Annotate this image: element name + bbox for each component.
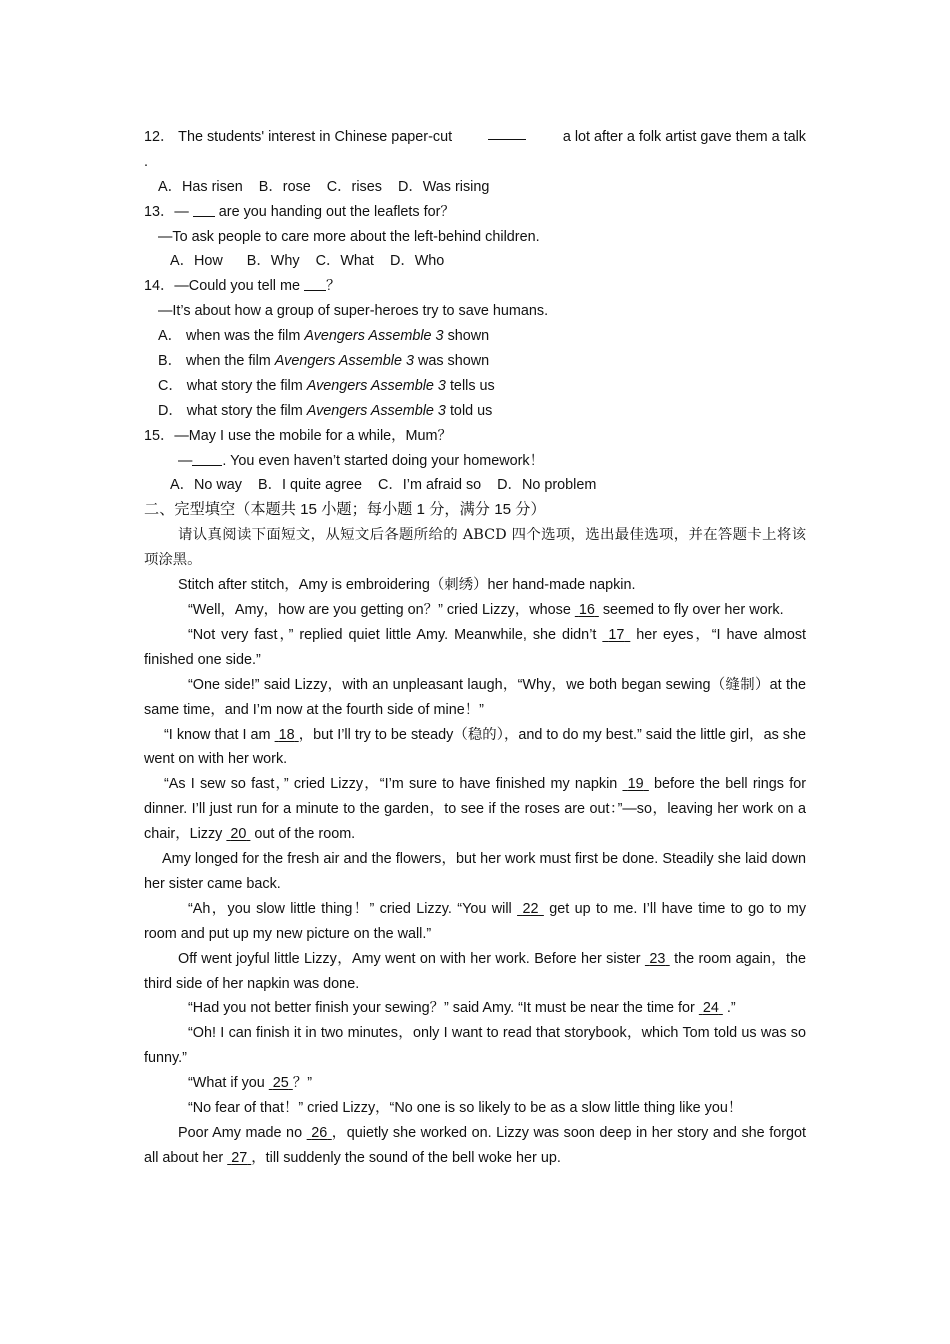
passage-paragraph-2: “Well，Amy，how are you getting on？” cried Lizzy，whose 16 seemed to fly over her work. [188, 601, 784, 618]
passage-paragraph-12: “What if you 25 ？” [188, 1075, 312, 1092]
q14-option-b[interactable]: B． when the film Avengers Assemble 3 was shown [158, 353, 490, 370]
q14-stem-end: ？ [325, 278, 341, 295]
q14-option-c[interactable]: C． what story the film Avengers Assemble 3 tells us [158, 377, 495, 394]
blank-25[interactable]: 25 [272, 1075, 289, 1092]
q13-option-d[interactable]: D．Who [389, 253, 445, 270]
q14-blank[interactable] [304, 276, 326, 291]
passage-paragraph-1: Stitch after stitch，Amy is embroidering（刺绣）her hand-made napkin. [178, 577, 636, 594]
q13-option-a[interactable]: A．How [170, 253, 223, 270]
q13-options [144, 249, 806, 274]
q12-option-c[interactable]: C．rises [326, 178, 382, 195]
blank-24[interactable]: 24 [702, 1000, 719, 1017]
blank-18[interactable]: 18 [278, 726, 295, 743]
q12-stem [144, 125, 806, 150]
passage-paragraph-8: “Ah，you slow little thing！” cried Lizzy. “You will 22 get up to me. I’ll have time to go to my room and put up my new picture on the wall.” [144, 900, 807, 942]
passage-paragraph-5: “I know that I am 18 ，but I’ll try to be steady（稳的），and to do my best.” said the little girl，as she went on with her work. [144, 726, 807, 768]
q12-blank[interactable] [488, 125, 526, 140]
blank-17[interactable]: 17 [608, 626, 625, 643]
blank-19[interactable]: 19 [627, 776, 644, 793]
passage-paragraph-10: “Had you not better finish your sewing？” said Amy. “It must be near the time for 24 .” [188, 1000, 736, 1017]
passage-paragraph-3: “Not very fast，” replied quiet little Amy. Meanwhile, she didn’t 17 her eyes，“I have almost finished one side.” [144, 626, 807, 668]
q12-option-d[interactable]: D．Was rising [397, 178, 490, 195]
blank-16[interactable]: 16 [578, 601, 595, 618]
q15-answer: — . You even haven’t started doing your homework！ [178, 452, 544, 469]
passage-paragraph-4: “One side!” said Lizzy，with an unpleasant laugh，“Why，we both began sewing（缝制）at the same time，and I’m now at the fourth side of mine！” [144, 676, 806, 718]
section-instruction: 请认真阅读下面短文，从短文后各题所给的 ABCD 四个选项，选出最佳选项，并在答题卡上将该项涂黑。 [144, 527, 806, 569]
blank-22[interactable]: 22 [522, 900, 539, 917]
blank-20[interactable]: 20 [230, 826, 247, 843]
passage-paragraph-13: “No fear of that！” cried Lizzy，“No one is so likely to be as a slow little thing like you！ [188, 1100, 743, 1117]
q14-option-a[interactable]: A． when was the film Avengers Assemble 3 shown [158, 328, 490, 345]
q12-number: 12． [144, 129, 175, 145]
exam-page [144, 125, 806, 1171]
film-title: Avengers Assemble 3 [274, 353, 414, 370]
section-heading: 二、完型填空（本题共 15 小题；每小题 1 分，满分 15 分） [144, 501, 546, 519]
passage-paragraph-7: Amy longed for the fresh air and the flowers，but her work must first be done. Steadily she laid down her sister came back. [144, 851, 806, 892]
q13-option-b[interactable]: B．Why [246, 253, 300, 270]
q13-answer: —To ask people to care more about the left-behind children. [158, 228, 540, 245]
film-title: Avengers Assemble 3 [304, 328, 444, 345]
blank-23[interactable]: 23 [649, 950, 666, 967]
q12-options [144, 175, 806, 200]
passage-paragraph-6: “As I sew so fast，” cried Lizzy，“I’m sure to have finished my napkin 19 before the bell rings for dinner. I’ll just run for a minute to the garden，to see if the roses are out：”—so，leaving her work on a chair，Lizzy 20 out of the room. [144, 776, 806, 843]
blank-26[interactable]: 26 [311, 1125, 328, 1141]
passage-paragraph-11: “Oh! I can finish it in two minutes，only I want to read that storybook，which Tom told us was so funny.” [144, 1025, 806, 1067]
q13-number: 13．— [144, 203, 189, 220]
q13-blank[interactable] [193, 202, 215, 217]
q14-answer: —It’s about how a group of super-heroes try to save humans. [158, 303, 549, 320]
q15-stem-text: —May I use the mobile for a while，Mum？ [174, 427, 452, 444]
q12-option-b[interactable]: B．rose [258, 178, 311, 195]
q15-option-a[interactable]: A．No way [170, 477, 242, 494]
q12-stem-text-2: a lot after a folk artist gave them a talk [562, 129, 806, 145]
passage-paragraph-9: Off went joyful little Lizzy，Amy went on with her work. Before her sister 23 the room again，the third side of her napkin was done. [144, 950, 807, 992]
film-title: Avengers Assemble 3 [306, 377, 446, 394]
q15-blank[interactable] [192, 451, 222, 466]
q13-stem [144, 200, 806, 225]
q13-stem-text: are you handing out the leaflets for？ [218, 203, 455, 220]
q14-stem-text: —Could you tell me [174, 278, 300, 295]
q14-stem [144, 274, 806, 299]
q15-options [144, 473, 806, 498]
q14-number: 14． [144, 278, 175, 295]
film-title: Avengers Assemble 3 [306, 402, 446, 419]
q12-option-a[interactable]: A．Has risen [158, 178, 243, 195]
passage-paragraph-14: Poor Amy made no 26 ，quietly she worked on. Lizzy was soon deep in her story and she forgot all about her 27 ，till suddenly the sound of the bell woke her up. [144, 1125, 806, 1166]
q12-stem-text: The students' interest in Chinese paper-cut [178, 129, 453, 145]
q13-option-c[interactable]: C．What [315, 253, 374, 270]
q15-option-c[interactable]: C．I’m afraid so [377, 477, 482, 494]
q12-stem-end: . [144, 153, 148, 170]
q14-option-d[interactable]: D． what story the film Avengers Assemble 3 told us [158, 402, 493, 419]
q15-stem [144, 424, 806, 449]
q15-number: 15． [144, 427, 175, 444]
blank-27[interactable]: 27 [231, 1149, 248, 1166]
q15-option-d[interactable]: D．No problem [497, 477, 597, 494]
q15-option-b[interactable]: B．I quite agree [257, 477, 362, 494]
